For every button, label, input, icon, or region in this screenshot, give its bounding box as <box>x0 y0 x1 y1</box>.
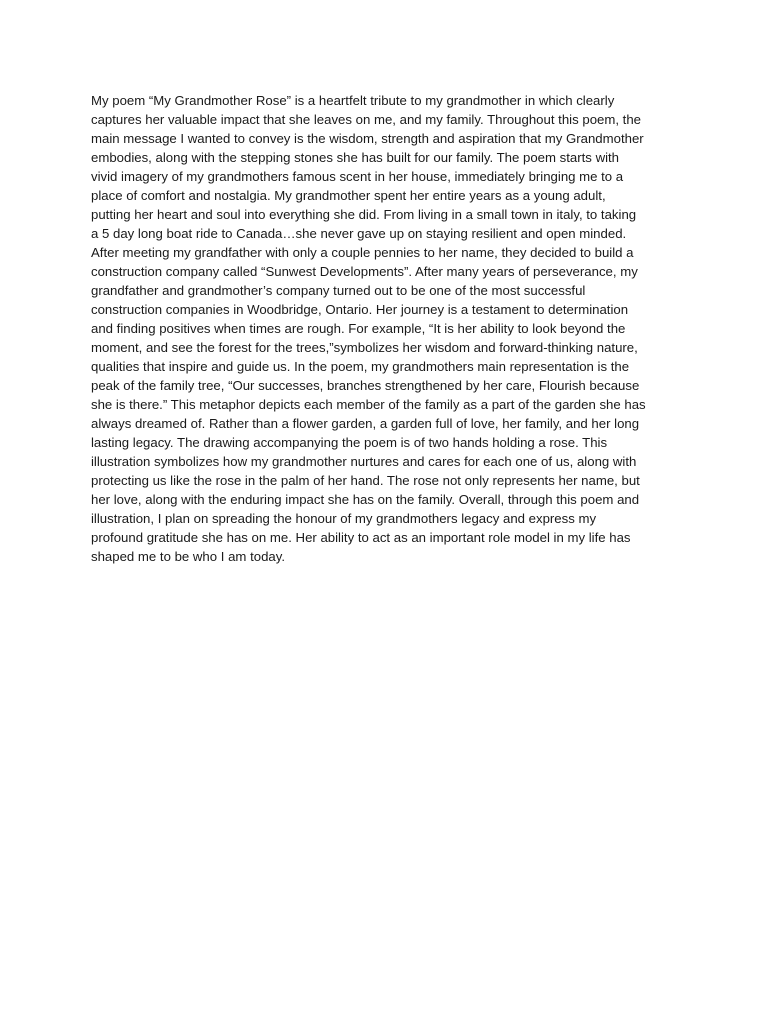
paragraph-line: illustration symbolizes how my grandmother nurtures and cares for each one of us, along with <box>91 454 637 469</box>
paragraph-line: protecting us like the rose in the palm of her hand. The rose not only represents her name, but <box>91 473 640 488</box>
paragraph-line: her love, along with the enduring impact she has on the family. Overall, through this poem and <box>91 492 640 507</box>
paragraph-line: construction company called “Sunwest Developments”. After many years of perseverance, my <box>91 264 638 279</box>
paragraph-line: a 5 day long boat ride to Canada…she never gave up on staying resilient and open minded. <box>91 226 627 241</box>
paragraph-line: putting her heart and soul into everything she did. From living in a small town in italy, to taking <box>91 207 637 222</box>
paragraph-line: After meeting my grandfather with only a couple pennies to her name, they decided to build a <box>91 245 634 260</box>
paragraph-line: place of comfort and nostalgia. My grandmother spent her entire years as a young adult, <box>91 188 606 203</box>
paragraph-line: peak of the family tree, “Our successes, branches strengthened by her care, Flourish because <box>91 378 640 393</box>
paragraph-line: vivid imagery of my grandmothers famous scent in her house, immediately bringing me to a <box>91 169 624 184</box>
paragraph-line: and finding positives when times are rough. For example, “It is her ability to look beyond the <box>91 321 626 336</box>
paragraph-line: construction companies in Woodbridge, Ontario. Her journey is a testament to determination <box>91 302 629 317</box>
paragraph-line: shaped me to be who I am today. <box>91 549 286 564</box>
paragraph-line: qualities that inspire and guide us. In the poem, my grandmothers main representation is the <box>91 359 630 374</box>
paragraph-line: lasting legacy. The drawing accompanying the poem is of two hands holding a rose. This <box>91 435 608 450</box>
paragraph-line: illustration, I plan on spreading the honour of my grandmothers legacy and express my <box>91 511 597 526</box>
paragraph-line: grandfather and grandmother’s company turned out to be one of the most successful <box>91 283 586 298</box>
paragraph-line: always dreamed of. Rather than a flower garden, a garden full of love, her family, and her long <box>91 416 640 431</box>
paragraph-line: My poem “My Grandmother Rose” is a heartfelt tribute to my grandmother in which clearly <box>91 93 615 108</box>
paragraph-line: embodies, along with the stepping stones she has built for our family. The poem starts with <box>91 150 620 165</box>
paragraph-line: main message I wanted to convey is the wisdom, strength and aspiration that my Grandmother <box>91 131 644 146</box>
paragraph-line: she is there.” This metaphor depicts each member of the family as a part of the garden she has <box>91 397 646 412</box>
paragraph-line: captures her valuable impact that she leaves on me, and my family. Throughout this poem, the <box>91 112 642 127</box>
paragraph-line: moment, and see the forest for the trees,”symbolizes her wisdom and forward-thinking nature, <box>91 340 638 355</box>
paragraph-line: profound gratitude she has on me. Her ability to act as an important role model in my life has <box>91 530 631 545</box>
essay-paragraph <box>91 91 683 566</box>
